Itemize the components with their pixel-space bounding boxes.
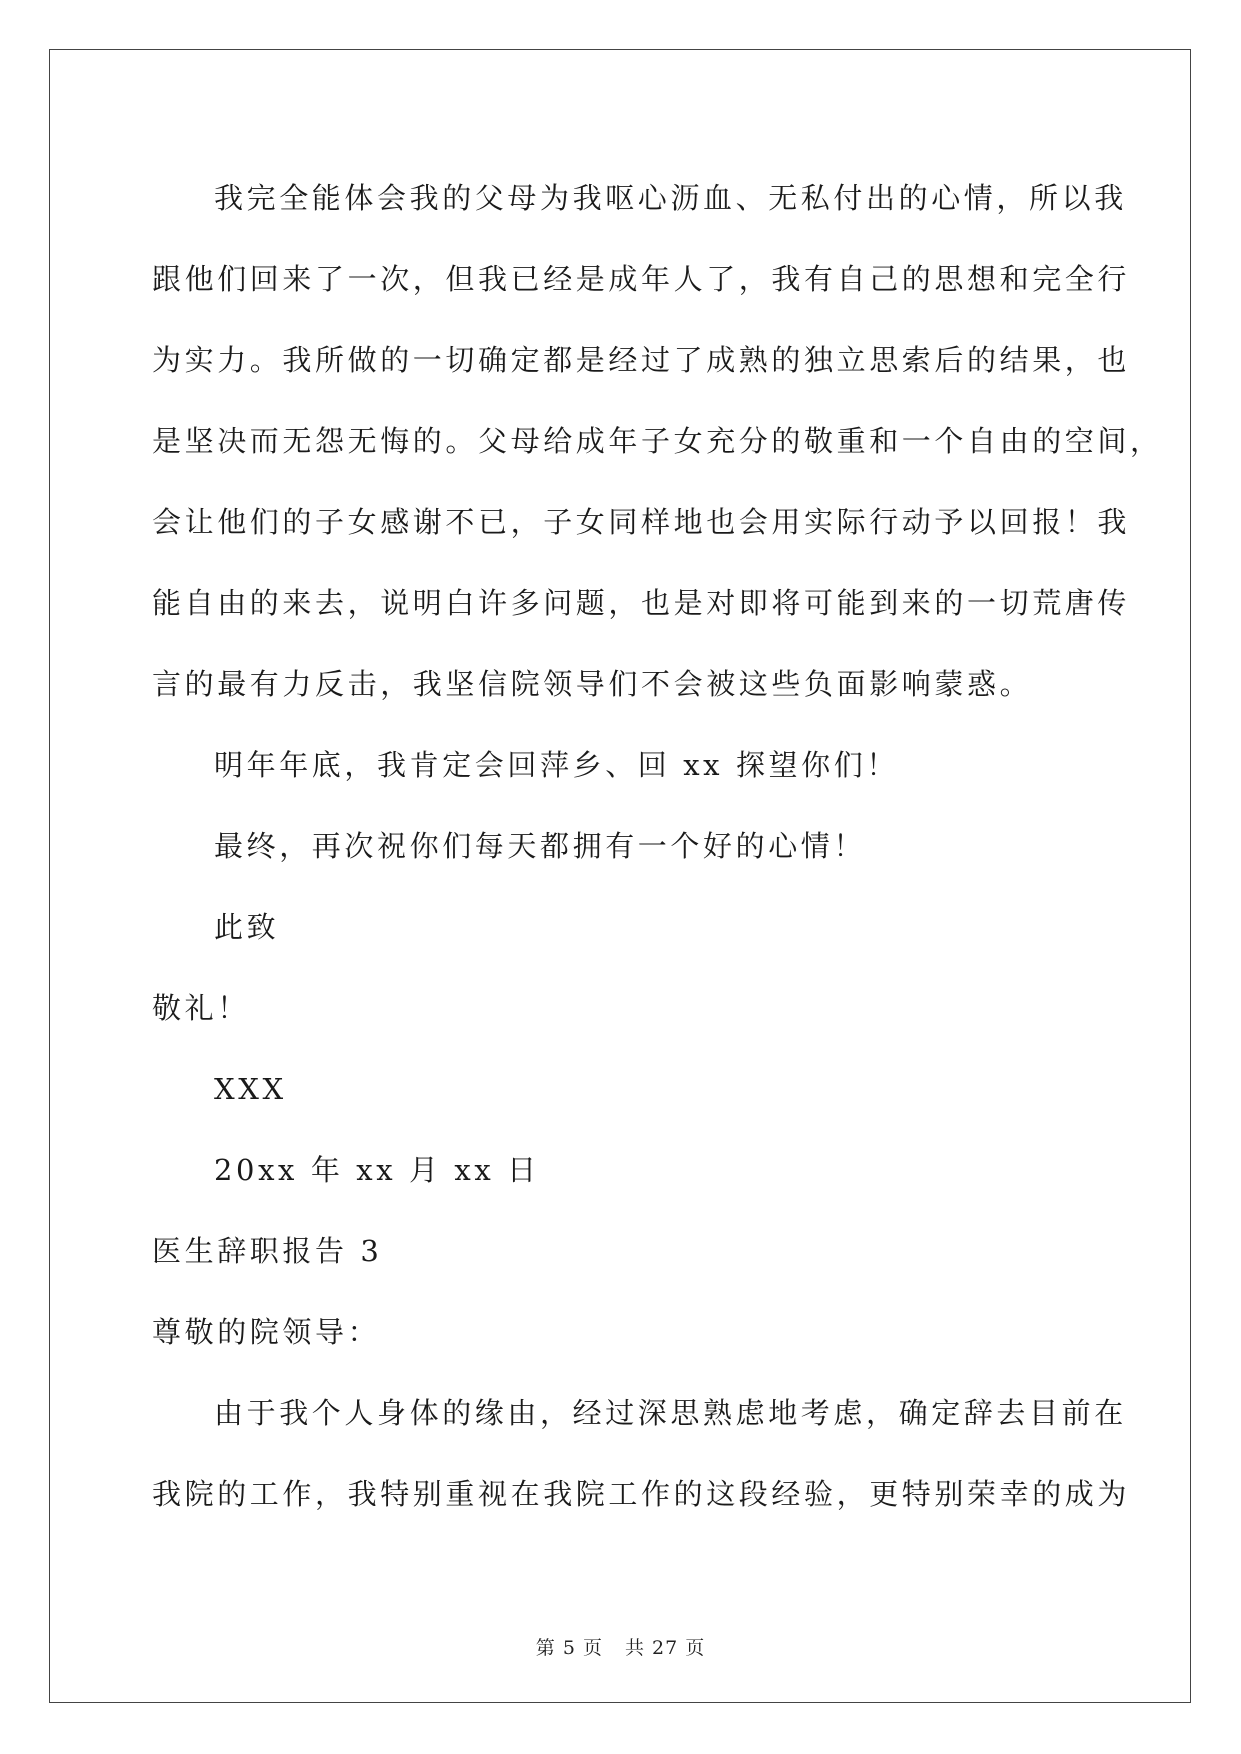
paragraph-line: 会让他们的子女感谢不已，子女同样地也会用实际行动予以回报！我 [152, 505, 1131, 539]
date-line: 20xx 年 xx 月 xx 日 [214, 1153, 540, 1187]
paragraph-line: 跟他们回来了一次，但我已经是成年人了，我有自己的思想和完全行 [152, 262, 1131, 296]
paragraph-line: 言的最有力反击，我坚信院领导们不会被这些负面影响蒙惑。 [152, 667, 1033, 701]
body-line: 由于我个人身体的缘由，经过深思熟虑地考虑，确定辞去目前在 [214, 1396, 1127, 1430]
document-body [152, 158, 1163, 1535]
greeting-line: 尊敬的院领导： [152, 1315, 381, 1349]
paragraph-line: 我完全能体会我的父母为我呕心沥血、无私付出的心情，所以我 [214, 181, 1127, 215]
body-line: 我院的工作，我特别重视在我院工作的这段经验，更特别荣幸的成为 [152, 1477, 1131, 1511]
paragraph-line: 能自由的来去，说明白许多问题，也是对即将可能到来的一切荒唐传 [152, 586, 1131, 620]
signature: XXX [214, 1072, 287, 1106]
wish-line: 最终，再次祝你们每天都拥有一个好的心情！ [214, 829, 867, 863]
page-total: 共 27 页 [624, 1637, 706, 1659]
closing-line: 此致 [214, 910, 280, 944]
page-number: 第 5 页 [535, 1637, 603, 1659]
paragraph-line: 是坚决而无怨无悔的。父母给成年子女充分的敬重和一个自由的空间， [152, 424, 1163, 458]
section-title: 医生辞职报告 3 [152, 1234, 383, 1268]
salute-line: 敬礼！ [152, 991, 250, 1025]
page-footer [0, 1633, 1241, 1660]
paragraph-line: 为实力。我所做的一切确定都是经过了成熟的独立思索后的结果，也 [152, 343, 1131, 377]
next-year-line: 明年年底，我肯定会回萍乡、回 xx 探望你们！ [214, 748, 899, 782]
